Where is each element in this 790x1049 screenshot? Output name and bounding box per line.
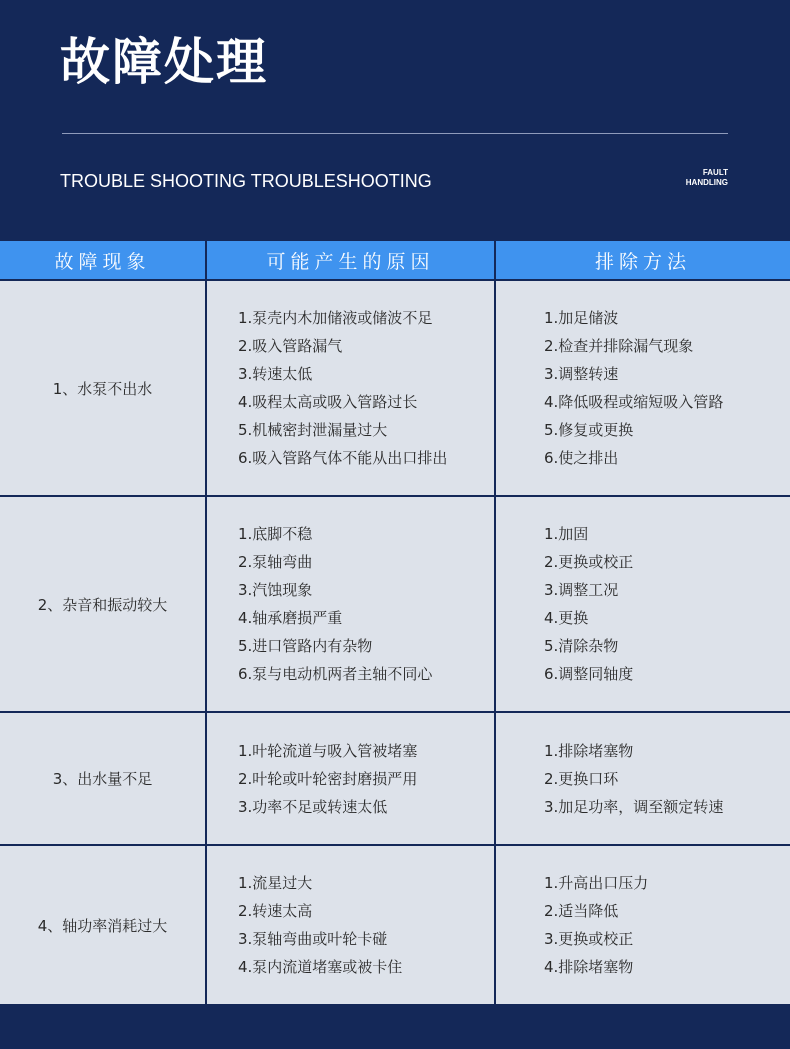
column-header-solutions: 排除方法	[495, 241, 790, 280]
page-title: 故障处理	[60, 33, 268, 91]
cause-item: 2.叶轮或叶轮密封磨损严用	[238, 769, 418, 788]
solution-item: 1.升高出口压力	[544, 874, 649, 892]
cause-item: 3.泵轴弯曲或叶轮卡碰	[238, 930, 388, 948]
solution-item: 4.排除堵塞物	[544, 958, 634, 976]
cause-item: 1.叶轮流道与吸入管被堵塞	[238, 741, 418, 760]
cause-item: 2.吸入管路漏气	[238, 337, 343, 355]
cause-item: 5.进口管路内有杂物	[238, 637, 373, 655]
solutions-cell	[495, 280, 790, 496]
header-divider	[62, 133, 728, 134]
causes-cell	[206, 496, 495, 712]
cause-item: 4.泵内流道堵塞或被卡住	[238, 958, 403, 976]
symptom-cell: 4、轴功率消耗过大	[0, 845, 206, 1005]
cause-item: 4.吸程太高或吸入管路过长	[238, 393, 418, 411]
cause-item: 1.泵壳内木加储液或储波不足	[238, 309, 433, 327]
column-header-causes: 可能产生的原因	[206, 241, 495, 280]
causes-cell	[206, 280, 495, 496]
table-row	[0, 280, 790, 496]
cause-item: 6.吸入管路气体不能从出口排出	[238, 449, 448, 467]
solution-item: 1.加足储波	[544, 309, 619, 327]
table-row	[0, 712, 790, 845]
cause-item: 2.泵轴弯曲	[238, 553, 313, 571]
solution-item: 5.清除杂物	[544, 637, 619, 655]
symptom-cell: 3、出水量不足	[0, 712, 206, 845]
solutions-cell	[495, 496, 790, 712]
solution-item: 6.使之排出	[544, 449, 619, 467]
cause-item: 5.机械密封泄漏量过大	[238, 421, 388, 439]
page-subtitle: TROUBLE SHOOTING TROUBLESHOOTING	[60, 171, 432, 191]
solution-item: 4.降低吸程或缩短吸入管路	[544, 393, 724, 411]
cause-item: 3.功率不足或转速太低	[238, 797, 388, 816]
solution-item: 4.更换	[544, 609, 589, 627]
table-header-row	[0, 241, 790, 280]
solution-item: 2.适当降低	[544, 902, 619, 920]
solution-item: 3.调整工况	[544, 581, 619, 599]
solution-item: 3.加足功率，调至额定转速	[544, 797, 724, 816]
cause-item: 4.轴承磨损严重	[238, 609, 343, 627]
solution-item: 6.调整同轴度	[544, 665, 634, 683]
cause-item: 1.流星过大	[238, 874, 313, 892]
causes-cell	[206, 712, 495, 845]
symptom-cell: 1、水泵不出水	[0, 280, 206, 496]
solution-item: 2.更换或校正	[544, 553, 634, 571]
table-row	[0, 496, 790, 712]
symptom-cell: 2、杂音和振动较大	[0, 496, 206, 712]
column-header-symptom: 故障现象	[0, 241, 206, 280]
causes-cell	[206, 845, 495, 1005]
solution-item: 2.更换口环	[544, 769, 619, 788]
table-row	[0, 845, 790, 1005]
cause-item: 2.转速太高	[238, 902, 313, 920]
solution-item: 2.检查并排除漏气现象	[544, 337, 694, 355]
badge-line-1: FAULT	[702, 168, 728, 177]
solution-item: 3.调整转速	[544, 365, 619, 383]
troubleshooting-table	[0, 241, 790, 1006]
cause-item: 6.泵与电动机两者主轴不同心	[238, 665, 433, 683]
solution-item: 1.加固	[544, 525, 589, 543]
solution-item: 5.修复或更换	[544, 421, 634, 439]
solutions-cell	[495, 845, 790, 1005]
cause-item: 1.底脚不稳	[238, 525, 313, 543]
solution-item: 3.更换或校正	[544, 930, 634, 948]
solutions-cell	[495, 712, 790, 845]
fault-handling-badge	[686, 168, 728, 188]
badge-line-2: HANDLING	[685, 178, 728, 187]
cause-item: 3.汽蚀现象	[238, 581, 313, 599]
solution-item: 1.排除堵塞物	[544, 741, 634, 760]
header	[0, 0, 790, 241]
cause-item: 3.转速太低	[238, 365, 313, 383]
